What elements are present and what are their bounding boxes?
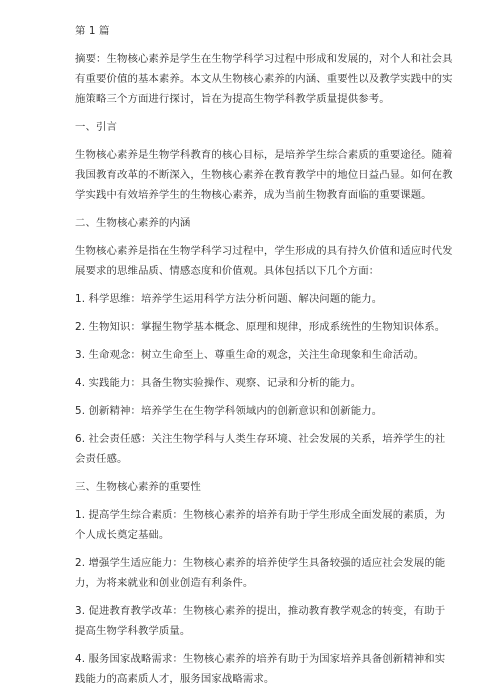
list-item-line: 会责任感。 [75, 453, 128, 465]
list-item-line: 6. 社会责任感：关注生物学科与人类生存环境、社会发展的关系，培养学生的社 [75, 433, 446, 445]
abstract-line: 施策略三个方面进行探讨，旨在为提高生物学科教学质量提供参考。 [75, 93, 390, 105]
section-heading-block [75, 213, 437, 233]
list-item [75, 601, 446, 641]
list-item-line: 个人成长奠定基础。 [75, 529, 170, 541]
list-item-line: 2. 增强学生适应能力：生物核心素养的培养使学生具备较强的适应社会发展的能 [75, 557, 446, 569]
paragraph-line: 学实践中有效培养学生的生物核心素养，成为当前生物教育面临的重要课题。 [75, 189, 432, 201]
connotation-intro-paragraph [75, 241, 453, 281]
abstract-line: 摘要：生物核心素养是学生在生物学科学习过程中形成和发展的，对个人和社会具 [75, 53, 453, 65]
list-item [75, 429, 446, 469]
list-item-line: 3. 生命观念：树立生命至上、尊重生命的观念，关注生命现象和生命活动。 [75, 349, 425, 361]
list-item-line: 力，为将来就业和创业创造有利条件。 [75, 577, 254, 589]
list-item-line: 4. 实践能力：具备生物实验操作、观察、记录和分析的能力。 [75, 377, 362, 389]
list-item [75, 649, 446, 689]
section-heading-introduction: 一、引言 [75, 121, 117, 133]
section-heading-block [75, 477, 437, 497]
paragraph-line: 展要求的思维品质、情感态度和价值观。具体包括以下几个方面： [75, 265, 380, 277]
document-content [75, 21, 453, 689]
list-item-line: 践能力的高素质人才，服务国家战略需求。 [75, 673, 275, 685]
list-item [75, 505, 446, 545]
abstract-paragraph [75, 49, 453, 109]
paragraph-line: 生物核心素养是生物学科教育的核心目标，是培养学生综合素质的重要途径。随着 [75, 149, 453, 161]
section-heading-importance: 三、生物核心素养的重要性 [75, 481, 201, 493]
list-item-line: 2. 生物知识：掌握生物学基本概念、原理和规律，形成系统性的生物知识体系。 [75, 321, 446, 333]
list-item-line: 提高生物学科教学质量。 [75, 625, 191, 637]
list-item-line: 5. 创新精神：培养学生在生物学科领域内的创新意识和创新能力。 [75, 405, 383, 417]
chapter-heading: 第 1 篇 [75, 25, 110, 37]
introduction-paragraph [75, 145, 453, 205]
chapter-heading-block [75, 21, 437, 41]
paragraph-line: 我国教育改革的不断深入，生物核心素养在教育教学中的地位日益凸显。如何在教 [75, 169, 453, 181]
list-item [75, 289, 437, 309]
list-item [75, 373, 437, 393]
list-item-line: 1. 科学思维：培养学生运用科学方法分析问题、解决问题的能力。 [75, 293, 383, 305]
list-item [75, 553, 446, 593]
list-item-line: 3. 促进教育教学改革：生物核心素养的提出，推动教育教学观念的转变，有助于 [75, 605, 446, 617]
section-heading-block [75, 117, 437, 137]
list-item [75, 401, 437, 421]
list-item [75, 317, 446, 337]
paragraph-line: 生物核心素养是指在生物学科学习过程中，学生形成的具有持久价值和适应时代发 [75, 245, 453, 257]
section-heading-connotation: 二、生物核心素养的内涵 [75, 217, 191, 229]
list-item-line: 4. 服务国家战略需求：生物核心素养的培养有助于为国家培养具备创新精神和实 [75, 653, 446, 665]
abstract-line: 有重要价值的基本素养。本文从生物核心素养的内涵、重要性以及教学实践中的实 [75, 73, 453, 85]
list-item [75, 345, 437, 365]
list-item-line: 1. 提高学生综合素质：生物核心素养的培养有助于学生形成全面发展的素质，为 [75, 509, 446, 521]
